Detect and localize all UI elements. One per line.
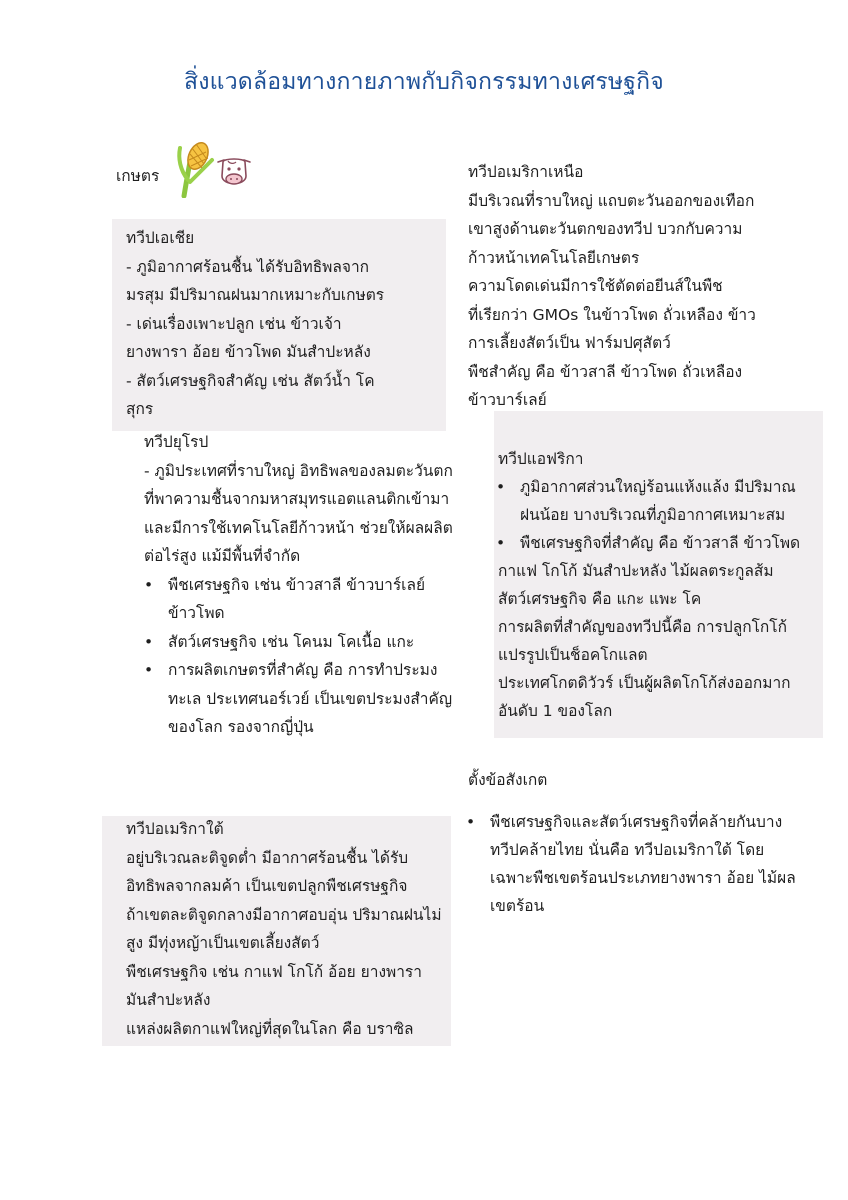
- asia-line: ยางพารา อ้อย ข้าวโพด มันสำปะหลัง: [126, 343, 371, 361]
- europe-line: ที่พาความชื้นจากมหาสมุทรแอตแลนติกเข้ามา: [144, 490, 450, 508]
- north-america-line: มีบริเวณที่ราบใหญ่ แถบตะวันออกของเทือก: [468, 191, 755, 210]
- observation-bullets: [462, 808, 796, 920]
- south-america-line: สูง มีทุ่งหญ้าเป็นเขตเลี้ยงสัตว์: [126, 934, 320, 952]
- list-item: • พืชเศรษฐกิจ เช่น ข้าวสาลี ข้าวบาร์เลย์ ข้าวโพด: [140, 571, 453, 628]
- asia-line: มรสุม มีปริมาณฝนมากเหมาะกับเกษตร: [126, 286, 385, 304]
- europe-bullets: [140, 571, 453, 742]
- south-america-line: ถ้าเขตละติจูดกลางมีอากาศอบอุ่น ปริมาณฝนไม่: [126, 905, 442, 924]
- south-america-line: แหล่งผลิตกาแฟใหญ่ที่สุดในโลก คือ บราซิล: [126, 1019, 414, 1038]
- page-title: สิ่งแวดล้อมทางกายภาพกับกิจกรรมทางเศรษฐกิจ: [184, 69, 664, 95]
- europe-line: - ภูมิประเทศที่ราบใหญ่ อิทธิพลของลมตะวันตก: [144, 461, 453, 480]
- agriculture-label: เกษตร: [116, 167, 160, 185]
- north-america-line: ความโดดเด่นมีการใช้ตัดต่อยีนส์ในพืช: [468, 277, 723, 295]
- africa-line: การผลิตที่สำคัญของทวีปนี้คือ การปลูกโกโก้: [498, 618, 788, 636]
- africa-section: [498, 445, 800, 725]
- africa-line: สัตว์เศรษฐกิจ คือ แกะ แพะ โค: [498, 590, 702, 608]
- corn-icon: [176, 140, 216, 198]
- africa-line: แปรรูปเป็นช็อคโกแลต: [498, 646, 648, 664]
- north-america-line: พืชสำคัญ คือ ข้าวสาลี ข้าวโพด ถั่วเหลือง: [468, 362, 743, 381]
- africa-line: กาแฟ โกโก้ มันสำปะหลัง ไม้ผลตระกูลส้ม: [498, 562, 774, 580]
- africa-bullets: [492, 473, 800, 557]
- north-america-heading: ทวีปอเมริกาเหนือ: [468, 163, 584, 181]
- europe-heading: ทวีปยุโรป: [144, 433, 209, 451]
- south-america-line: อิทธิพลจากลมค้า เป็นเขตปลูกพืชเศรษฐกิจ: [126, 877, 408, 895]
- list-item: • พืชเศรษฐกิจและสัตว์เศรษฐกิจที่คล้ายกันบาง ทวีปคล้ายไทย นั่นคือ ทวีปอเมริกาใต้ โดย เฉพาะพืชเขตร้อนประเภทยางพารา อ้อย ไม้ผล เขตร้อน: [462, 808, 796, 920]
- asia-line: - เด่นเรื่องเพาะปลูก เช่น ข้าวเจ้า: [126, 314, 342, 333]
- list-item: • พืชเศรษฐกิจที่สำคัญ คือ ข้าวสาลี ข้าวโพด: [492, 529, 800, 557]
- north-america-line: เขาสูงด้านตะวันตกของทวีป บวกกับความ: [468, 220, 743, 238]
- south-america-line: พืชเศรษฐกิจ เช่น กาแฟ โกโก้ อ้อย ยางพารา: [126, 962, 422, 981]
- observation-section: [468, 766, 796, 920]
- europe-line: ต่อไร่สูง แม้มีพื้นที่จำกัด: [144, 547, 301, 565]
- europe-line: และมีการใช้เทคโนโลยีก้าวหน้า ช่วยให้ผลผลิต: [144, 518, 453, 537]
- africa-line: อันดับ 1 ของโลก: [498, 702, 613, 720]
- asia-line: - สัตว์เศรษฐกิจสำคัญ เช่น สัตว์น้ำ โค: [126, 371, 375, 390]
- asia-section: [126, 224, 384, 424]
- asia-heading: ทวีปเอเชีย: [126, 229, 195, 247]
- asia-line: สุกร: [126, 400, 154, 418]
- south-america-line: มันสำปะหลัง: [126, 991, 211, 1009]
- south-america-heading: ทวีปอเมริกาใต้: [126, 820, 224, 838]
- south-america-line: อยู่บริเวณละติจูดต่ำ มีอากาศร้อนชื้น ได้รับ: [126, 848, 409, 867]
- cow-icon: [214, 152, 254, 192]
- north-america-section: [468, 158, 756, 415]
- africa-line: ประเทศโกตดิวัวร์ เป็นผู้ผลิตโกโก้ส่งออกมาก: [498, 674, 791, 692]
- list-item: • สัตว์เศรษฐกิจ เช่น โคนม โคเนื้อ แกะ: [140, 628, 453, 657]
- list-item: • ภูมิอากาศส่วนใหญ่ร้อนแห้งแล้ง มีปริมาณ ฝนน้อย บางบริเวณที่ภูมิอากาศเหมาะสม: [492, 473, 800, 529]
- observation-heading: ตั้งข้อสังเกต: [468, 771, 548, 789]
- africa-heading: ทวีปแอฟริกา: [498, 450, 584, 468]
- north-america-line: ก้าวหน้าเทคโนโลยีเกษตร: [468, 248, 640, 267]
- asia-line: - ภูมิอากาศร้อนชื้น ได้รับอิทธิพลจาก: [126, 257, 370, 276]
- list-item: • การผลิตเกษตรที่สำคัญ คือ การทำประมง ทะเล ประเทศนอร์เวย์ เป็นเขตประมงสำคัญ ของโลก รองจากญี่ปุ่น: [140, 656, 453, 742]
- north-america-line: การเลี้ยงสัตว์เป็น ฟาร์มปศุสัตว์: [468, 334, 671, 352]
- north-america-line: ที่เรียกว่า GMOs ในข้าวโพด ถั่วเหลือง ข้าว: [468, 305, 756, 324]
- north-america-line: ข้าวบาร์เลย์: [468, 391, 547, 409]
- south-america-section: [126, 815, 442, 1043]
- europe-section: [144, 428, 453, 742]
